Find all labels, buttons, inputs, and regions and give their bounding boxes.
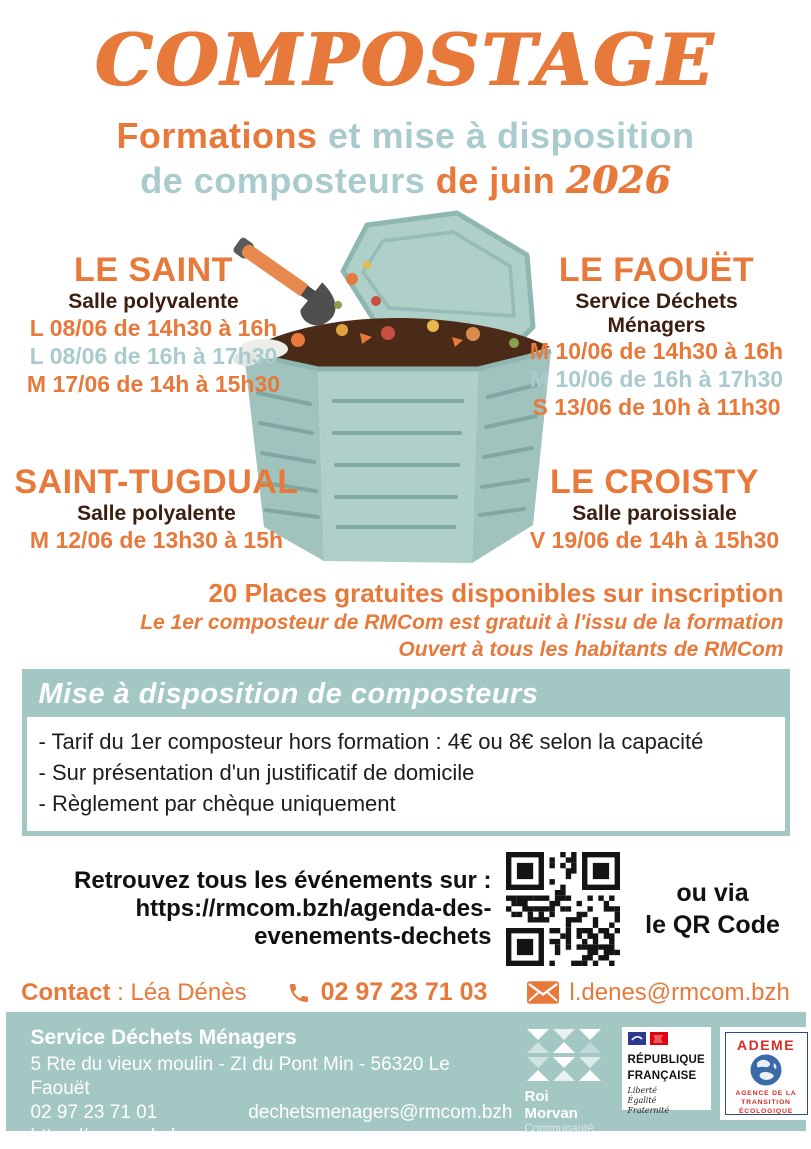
footer-service-title: Service Déchets Ménagers	[31, 1025, 513, 1051]
inscription-note	[24, 577, 784, 664]
session-saint-tugdual	[6, 465, 308, 554]
session-title: LE SAINT	[6, 253, 302, 289]
inscription-line2: Le 1er composteur de RMCom est gratuit à l'issu de la formation	[24, 609, 784, 636]
session-date: M 17/06 de 14h à 15h30	[6, 370, 302, 398]
session-date: S 13/06 de 10h à 11h30	[508, 393, 806, 421]
ademe-logo	[720, 1027, 811, 1120]
qr-caption	[634, 877, 792, 942]
contact-row	[6, 978, 806, 1007]
rf-motto-fraternite: Fraternité	[628, 1106, 705, 1116]
contact-email-address[interactable]: l.denes@rmcom.bzh	[569, 979, 789, 1007]
subtitle-year: 2026	[566, 158, 671, 202]
ademe-caption-line2: TRANSITION	[736, 1098, 797, 1107]
session-le-faouet	[508, 253, 806, 422]
session-venue: Salle polyalente	[6, 502, 308, 526]
footer	[6, 1012, 806, 1131]
footer-email[interactable]: dechetsmenagers@rmcom.bzh	[248, 1101, 512, 1125]
ademe-caption-line1: AGENCE DE LA	[736, 1089, 797, 1098]
session-venue: Service Déchets Ménagers	[508, 290, 806, 337]
rf-motto-liberte: Liberté	[628, 1086, 705, 1096]
ademe-globe-icon	[749, 1053, 783, 1087]
republique-francaise-logo	[622, 1027, 711, 1110]
contact-email	[527, 979, 789, 1007]
ademe-caption-line3: ÉCOLOGIQUE	[736, 1107, 797, 1116]
events-text	[20, 867, 492, 952]
events-url-line2[interactable]: evenements-dechets	[20, 923, 492, 951]
roi-morvan-line3: Communauté	[525, 1123, 613, 1135]
session-date: L 08/06 de 14h30 à 16h	[6, 314, 302, 342]
events-url-line1[interactable]: https://rmcom.bzh/agenda-des-	[20, 895, 492, 923]
subtitle-dejuin: de juin	[436, 160, 566, 201]
footer-address: 5 Rte du vieux moulin - ZI du Pont Min - 56320 Le Faouët	[31, 1053, 513, 1101]
footer-website[interactable]: https://rmcom.bzh	[31, 1126, 182, 1147]
session-date: M 12/06 de 13h30 à 15h	[6, 526, 308, 554]
qr-caption-line2: le QR Code	[634, 909, 792, 942]
session-le-saint	[6, 253, 302, 398]
contact-phone-number: 02 97 23 71 03	[321, 978, 488, 1007]
provision-bullet: - Règlement par chèque uniquement	[39, 788, 773, 819]
ademe-name: ADEME	[737, 1037, 795, 1053]
inscription-line3: Ouvert à tous les habitants de RMCom	[24, 636, 784, 663]
events-line1: Retrouvez tous les événements sur :	[20, 867, 492, 895]
roi-morvan-triangles-icon	[525, 1027, 605, 1083]
provision-bullet: - Sur présentation d'un justificatif de domicile	[39, 757, 773, 788]
session-date: M 10/06 de 14h30 à 16h	[508, 337, 806, 365]
footer-phone: 02 97 23 71 01	[31, 1101, 158, 1125]
session-title: SAINT-TUGDUAL	[6, 465, 308, 501]
session-title: LE CROISTY	[504, 465, 806, 501]
french-flag-icon	[628, 1032, 670, 1046]
contact-phone	[287, 978, 488, 1007]
session-date: L 08/06 de 16h à 17h30	[6, 342, 302, 370]
provision-bullet: - Tarif du 1er composteur hors formation : 4€ ou 8€ selon la capacité	[39, 726, 773, 757]
rf-motto-egalite: Égalité	[628, 1096, 705, 1106]
envelope-icon	[527, 981, 559, 1004]
poster-subtitle	[6, 114, 806, 203]
session-date: V 19/06 de 14h à 15h30	[504, 526, 806, 554]
sessions-section	[6, 209, 806, 665]
session-title: LE FAOUËT	[508, 253, 806, 289]
provision-box	[27, 717, 785, 832]
subtitle-formations: Formations	[116, 115, 317, 156]
qr-code[interactable]	[506, 852, 620, 966]
roi-morvan-line2: Morvan	[525, 1105, 613, 1122]
events-section	[20, 852, 792, 966]
subtitle-rest1: et mise à disposition	[317, 115, 694, 156]
footer-info	[31, 1025, 513, 1131]
session-venue: Salle paroissiale	[504, 502, 806, 526]
subtitle-rest2: de composteurs	[140, 160, 436, 201]
session-date: M 10/06 de 16h à 17h30	[508, 365, 806, 393]
rf-line2: FRANÇAISE	[628, 1070, 705, 1083]
page-title: COMPOSTAGE	[6, 22, 806, 98]
inscription-headline: 20 Places gratuites disponibles sur inscription	[24, 577, 784, 610]
rf-line1: RÉPUBLIQUE	[628, 1054, 705, 1067]
provision-banner	[22, 669, 790, 837]
compost-poster	[6, 0, 806, 1131]
footer-logos	[525, 1025, 811, 1131]
phone-icon	[287, 981, 311, 1005]
roi-morvan-line1: Roi	[525, 1088, 613, 1105]
contact-name: : Léa Dénès	[110, 979, 246, 1006]
roi-morvan-logo	[525, 1027, 613, 1135]
session-venue: Salle polyvalente	[6, 290, 302, 314]
qr-caption-line1: ou via	[634, 877, 792, 910]
provision-title: Mise à disposition de composteurs	[27, 674, 785, 717]
session-le-croisty	[504, 465, 806, 554]
contact-label: Contact	[21, 979, 110, 1006]
